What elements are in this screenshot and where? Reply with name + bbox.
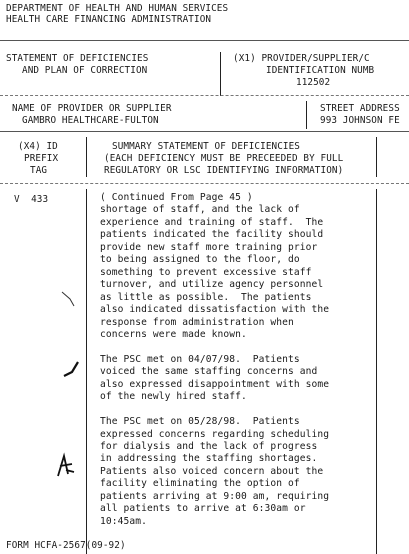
deficiency-text-line: 10:45am. (100, 515, 148, 527)
deficiency-text-line: also expressed disappointment with some (100, 378, 330, 390)
deficiency-tag: V 433 (14, 194, 49, 205)
header-rule (0, 40, 409, 41)
deficiency-text-line: response from administration when (100, 316, 294, 328)
deficiency-text-line: shortage of staff, and the lack of (100, 204, 300, 216)
provider-name-label: NAME OF PROVIDER OR SUPPLIER (12, 103, 172, 114)
deficiency-text-line: Patients also voiced concern about the (100, 465, 324, 477)
provider-id-number: 112502 (296, 77, 331, 88)
address-divider (306, 101, 307, 129)
deficiency-text-line: something to prevent excessive staff (100, 266, 312, 278)
deficiency-text-line: facility eliminating the option of (100, 478, 300, 490)
id-prefix-header-line2: PREFIX (24, 153, 59, 164)
summary-header-line3: REGULATORY OR LSC IDENTIFYING INFORMATION) (104, 165, 344, 176)
deficiency-text-line: turnover, and utilize agency personnel (100, 279, 324, 291)
department-heading: DEPARTMENT OF HEALTH AND HUMAN SERVICES (6, 3, 229, 14)
statement-label-line2: AND PLAN OF CORRECTION (22, 65, 148, 76)
column-rule-left-header (86, 137, 87, 177)
street-address-label: STREET ADDRESS (320, 103, 400, 114)
provider-name: GAMBRO HEALTHCARE-FULTON (22, 115, 159, 126)
handwritten-initial-mark (54, 452, 76, 480)
deficiency-text-line: ( Continued From Page 45 ) (100, 192, 253, 203)
deficiency-text-line: provide new staff more training prior (100, 241, 318, 253)
deficiency-text-line: patients indicated the facility should (100, 229, 324, 241)
deficiency-text-line: The PSC met on 04/07/98. Patients (100, 353, 300, 365)
id-prefix-header-line3: TAG (30, 165, 48, 176)
column-rule-right (376, 189, 377, 554)
column-rule-right-header (376, 137, 377, 177)
provider-id-label-line1: (X1) PROVIDER/SUPPLIER/C (233, 53, 370, 64)
section-divider-2 (0, 131, 409, 132)
section-divider-3 (0, 183, 409, 184)
deficiency-text-line: also indicated dissatisfaction with the (100, 304, 330, 316)
section-divider-1 (0, 95, 409, 96)
deficiency-text-line: voiced the same staffing concerns and (100, 366, 318, 378)
statement-label-line1: STATEMENT OF DEFICIENCIES (6, 53, 149, 64)
deficiency-text-line: expressed concerns regarding scheduling (100, 428, 330, 440)
deficiency-text-line: for dialysis and the lack of progress (100, 441, 318, 452)
form-number: FORM HCFA-2567(09-92) (6, 540, 126, 551)
summary-header-line1: SUMMARY STATEMENT OF DEFICIENCIES (112, 141, 301, 152)
street-address-value: 993 JOHNSON FE (320, 115, 400, 126)
deficiency-text-line: in addressing the staffing shortages. (100, 453, 318, 465)
deficiency-text-line: all patients to arrive at 6:30am or (100, 503, 306, 515)
id-prefix-header-line1: (X4) ID (18, 141, 58, 152)
handwritten-checkmark (62, 360, 82, 380)
deficiency-text-line: patients arriving at 9:00 am, requiring (100, 490, 330, 502)
deficiency-text-line: experience and training of staff. The (100, 216, 324, 228)
column-rule-left (86, 189, 87, 554)
deficiency-text-line: as little as possible. The patients (100, 291, 312, 303)
handwritten-tick-mark (60, 290, 78, 308)
deficiency-text-line: to being assigned to the floor, do (100, 254, 300, 266)
deficiency-text-line: of the newly hired staff. (100, 391, 247, 403)
summary-header-line2: (EACH DEFICIENCY MUST BE PRECEEDED BY FULL (104, 153, 344, 164)
agency-heading: HEALTH CARE FINANCING ADMINISTRATION (6, 14, 212, 25)
deficiency-text-line: concerns were made known. (100, 328, 247, 340)
deficiency-text-line: The PSC met on 05/28/98. Patients (100, 416, 300, 428)
statement-divider (220, 52, 221, 96)
provider-id-label-line2: IDENTIFICATION NUMB (266, 65, 375, 76)
